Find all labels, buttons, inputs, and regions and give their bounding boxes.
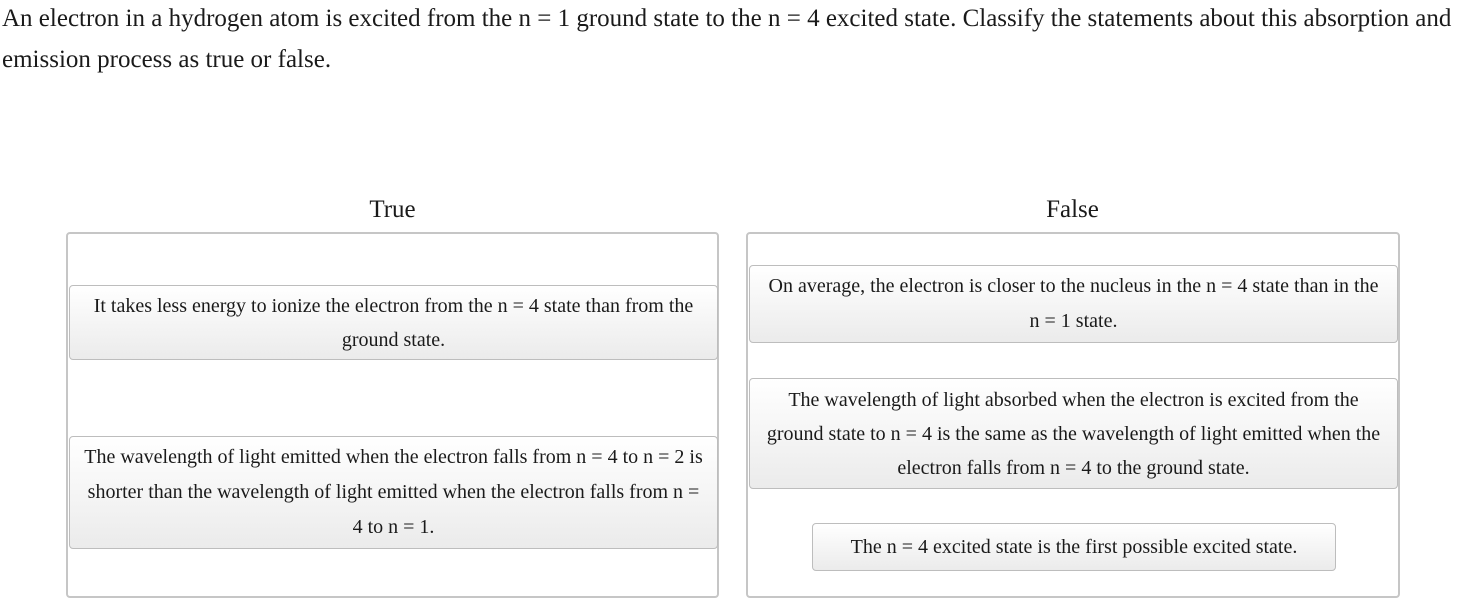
true-card-ionization[interactable] (69, 285, 718, 360)
true-bin[interactable] (66, 232, 719, 598)
card-text: The wavelength of light absorbed when the electron is excited from the ground state to n = 4 is the same as the wavelength of light emitted when the electron falls from n = 4 to the ground state. (766, 388, 1381, 479)
card-text: It takes less energy to ionize the electron from the n = 4 state than from the ground state. (93, 294, 694, 351)
card-text: On average, the electron is closer to the nucleus in the n = 4 state than in the n = 1 state. (768, 275, 1379, 332)
false-card-wavelength-same[interactable] (749, 378, 1398, 489)
false-card-distance[interactable] (749, 265, 1398, 343)
false-card-first-excited[interactable] (812, 523, 1336, 571)
card-text: The n = 4 excited state is the first possible excited state. (850, 536, 1298, 558)
false-bin-title: False (1046, 196, 1099, 223)
question-text: An electron in a hydrogen atom is excited from the n = 1 ground state to the n = 4 excited state. Classify the statements about this absorption and emission process as true or false. (2, 5, 1452, 73)
card-text: The wavelength of light emitted when the electron falls from n = 4 to n = 2 is shorter than the wavelength of light emitted when the electron falls from n = 4 to n = 1. (84, 446, 703, 538)
false-bin[interactable] (746, 232, 1400, 598)
true-card-wavelength-emitted[interactable] (69, 436, 718, 549)
true-bin-title: True (369, 196, 416, 223)
